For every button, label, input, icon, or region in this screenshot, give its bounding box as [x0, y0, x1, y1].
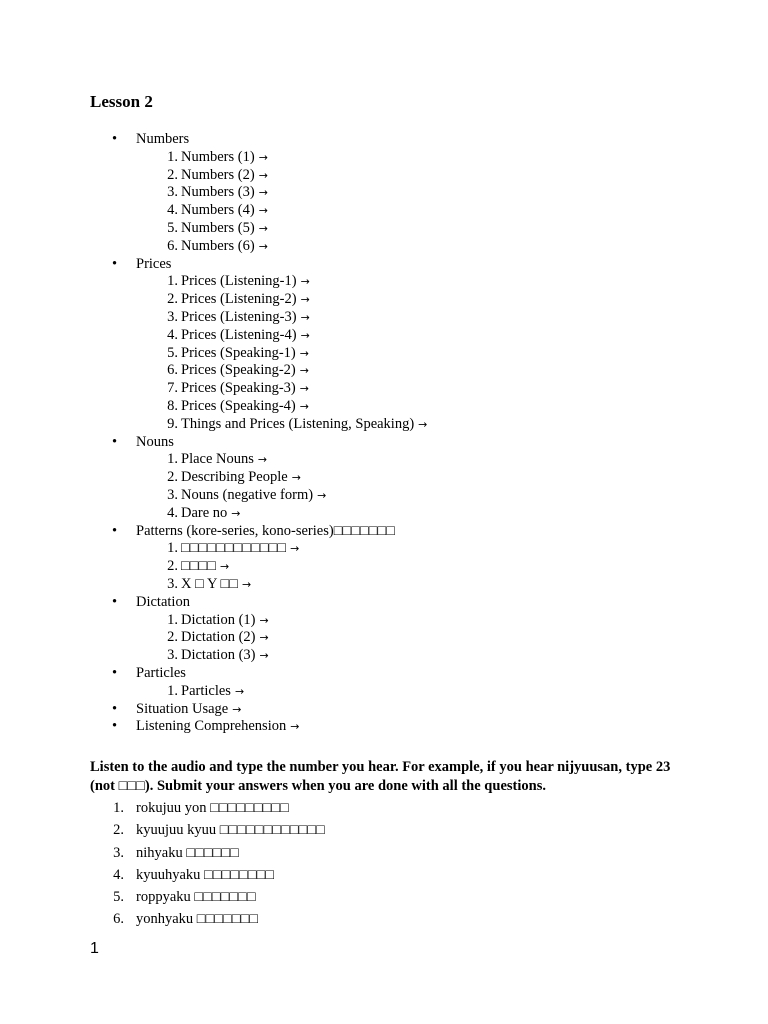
arrow-right-icon[interactable]: →	[317, 488, 327, 502]
arrow-right-icon[interactable]: →	[291, 471, 301, 485]
item-number: 1.	[167, 540, 178, 557]
sub-item-link[interactable]	[112, 505, 712, 523]
question-item	[112, 886, 325, 908]
arrow-right-icon[interactable]: →	[299, 399, 309, 413]
section-label: Patterns (kore-series, kono-series)□□□□□□□	[136, 522, 396, 539]
arrow-right-icon[interactable]: →	[299, 364, 309, 378]
sub-item-label[interactable]: Prices (Speaking-1)	[181, 344, 296, 361]
sub-item-label[interactable]: Prices (Listening-1)	[181, 273, 297, 290]
outline-section	[112, 665, 712, 701]
sub-list	[112, 273, 712, 433]
sub-item-link[interactable]	[112, 416, 712, 434]
question-item	[112, 819, 325, 841]
lesson-title: Lesson 2	[90, 92, 153, 111]
sub-item-link[interactable]	[112, 612, 712, 630]
item-number: 3.	[167, 575, 178, 592]
item-number: 4.	[167, 504, 178, 521]
item-number: 2.	[167, 629, 178, 646]
question-number: 3.	[113, 844, 124, 861]
question-text: kyuujuu kyuu □□□□□□□□□□□□	[136, 822, 325, 839]
bullet-icon: •	[112, 433, 118, 450]
item-number: 4.	[167, 326, 178, 343]
question-item	[112, 864, 325, 886]
item-number: 2.	[167, 166, 178, 183]
arrow-right-icon[interactable]: →	[299, 346, 309, 360]
arrow-right-icon[interactable]: →	[300, 310, 310, 324]
arrow-right-icon[interactable]: →	[290, 720, 300, 734]
item-number: 9.	[167, 415, 178, 432]
sub-item-label[interactable]: X □ Y □□	[181, 575, 239, 592]
item-number: 2.	[167, 469, 178, 486]
outline-section	[112, 594, 712, 665]
arrow-right-icon[interactable]: →	[232, 702, 242, 716]
question-item	[112, 842, 325, 864]
sub-item-link[interactable]	[112, 683, 712, 701]
arrow-right-icon[interactable]: →	[257, 453, 268, 467]
arrow-right-icon[interactable]: →	[242, 577, 252, 591]
arrow-right-icon[interactable]: →	[234, 684, 245, 698]
sub-item-link[interactable]	[112, 540, 712, 558]
arrow-right-icon[interactable]: →	[231, 506, 241, 520]
sub-item-label[interactable]: Describing People	[181, 469, 288, 486]
sub-item-label[interactable]: Dictation (3)	[181, 647, 256, 664]
arrow-right-icon[interactable]: →	[259, 613, 269, 627]
question-number: 6.	[113, 911, 124, 928]
sub-list	[112, 149, 712, 256]
sub-item-link[interactable]	[112, 398, 712, 416]
sub-item-label[interactable]: Prices (Listening-4)	[181, 326, 297, 343]
sub-item-label[interactable]: Prices (Speaking-4)	[181, 397, 296, 414]
arrow-right-icon[interactable]: →	[299, 382, 309, 396]
question-text: kyuuhyaku □□□□□□□□	[136, 866, 275, 883]
sub-item-label[interactable]: Numbers (3)	[181, 184, 255, 201]
item-number: 8.	[167, 397, 178, 414]
sub-item-link[interactable]	[112, 451, 712, 469]
sub-item-link[interactable]	[112, 309, 712, 327]
question-text: yonhyaku □□□□□□□	[136, 911, 259, 928]
sub-item-label[interactable]: Nouns (negative form)	[181, 486, 314, 503]
sub-item-label[interactable]: Things and Prices (Listening, Speaking)	[181, 415, 415, 432]
item-number: 1.	[167, 611, 178, 628]
item-number: 7.	[167, 380, 178, 397]
sub-item-label[interactable]: Prices (Speaking-3)	[181, 380, 296, 397]
outline-section	[112, 131, 712, 256]
item-number: 1.	[167, 148, 178, 165]
question-number: 5.	[113, 889, 124, 906]
bullet-icon: •	[112, 131, 118, 147]
sub-item-label[interactable]: Particles	[181, 682, 231, 699]
sub-item-label[interactable]: Prices (Listening-3)	[181, 308, 297, 325]
sub-item-link[interactable]	[112, 273, 712, 291]
sub-item-label[interactable]: Dictation (2)	[181, 629, 256, 646]
sub-item-link[interactable]	[112, 362, 712, 380]
question-text: roppyaku □□□□□□□	[136, 889, 256, 906]
arrow-right-icon[interactable]: →	[259, 631, 269, 645]
sub-item-link[interactable]	[112, 238, 712, 256]
section-label: Nouns	[136, 433, 174, 450]
lesson-outline	[112, 131, 712, 736]
item-number: 3.	[167, 184, 178, 201]
arrow-right-icon[interactable]: →	[300, 328, 310, 342]
arrow-right-icon[interactable]: →	[258, 239, 268, 253]
question-number: 4.	[113, 866, 124, 883]
sub-item-link[interactable]	[112, 149, 712, 167]
sub-item-link[interactable]	[112, 202, 712, 220]
bullet-icon: •	[112, 664, 118, 681]
item-number: 3.	[167, 486, 178, 503]
sub-item-link[interactable]	[112, 558, 712, 576]
sub-list	[112, 451, 712, 522]
exercise-instructions: Listen to the audio and type the number you hear. For example, if you hear nijyuusan, type 23 (not □□□). Submit your answers when you are done with all the questions.	[90, 759, 671, 794]
item-number: 3.	[167, 647, 178, 664]
outline-section	[112, 256, 712, 434]
sub-item-label[interactable]: □□□□□□□□□□□□	[181, 540, 287, 557]
sub-item-label[interactable]: Place Nouns	[181, 451, 254, 468]
sub-item-link[interactable]	[112, 167, 712, 185]
sub-list	[112, 540, 712, 593]
arrow-right-icon[interactable]: →	[220, 560, 230, 574]
arrow-right-icon[interactable]: →	[258, 204, 268, 218]
item-number: 3.	[167, 308, 178, 325]
question-item	[112, 908, 325, 930]
question-number: 1.	[113, 800, 124, 816]
bullet-icon: •	[112, 522, 118, 539]
item-number: 2.	[167, 291, 178, 308]
question-text: nihyaku □□□□□□	[136, 844, 239, 861]
question-text: rokujuu yon □□□□□□□□□	[136, 800, 289, 816]
section-label: Listening Comprehension	[136, 718, 287, 735]
item-number: 1.	[167, 451, 178, 468]
arrow-right-icon[interactable]: →	[258, 221, 268, 235]
sub-item-label[interactable]: Numbers (4)	[181, 202, 255, 219]
sub-item-label[interactable]: Numbers (1)	[181, 148, 255, 165]
item-number: 1.	[167, 682, 178, 699]
sub-item-link[interactable]	[112, 576, 712, 594]
arrow-right-icon[interactable]: →	[300, 293, 310, 307]
sub-item-label[interactable]: Dictation (1)	[181, 611, 256, 628]
bullet-icon: •	[112, 593, 118, 610]
item-number: 4.	[167, 202, 178, 219]
outline-section	[112, 523, 712, 594]
sub-list	[112, 612, 712, 665]
section-label: Particles	[136, 664, 186, 681]
item-number: 6.	[167, 237, 178, 254]
bullet-icon: •	[112, 718, 118, 735]
sub-item-label[interactable]: Numbers (5)	[181, 219, 255, 236]
arrow-right-icon[interactable]: →	[258, 168, 268, 182]
sub-item-label[interactable]: Prices (Speaking-2)	[181, 362, 296, 379]
sub-item-link[interactable]	[112, 469, 712, 487]
sub-item-link[interactable]	[112, 291, 712, 309]
outline-section	[112, 718, 712, 736]
item-number: 1.	[167, 273, 178, 290]
section-label: Numbers	[136, 131, 190, 147]
sub-item-link[interactable]	[112, 487, 712, 505]
item-number: 5.	[167, 344, 178, 361]
question-number: 2.	[113, 822, 124, 839]
outline-section	[112, 701, 712, 719]
bullet-icon: •	[112, 700, 118, 717]
arrow-right-icon[interactable]: →	[259, 649, 269, 663]
arrow-right-icon[interactable]: →	[290, 542, 300, 556]
sub-list	[112, 683, 712, 701]
sub-item-link[interactable]	[112, 629, 712, 647]
outline-section	[112, 434, 712, 523]
item-number: 2.	[167, 558, 178, 575]
sub-item-link[interactable]	[112, 184, 712, 202]
section-label: Situation Usage	[136, 700, 229, 717]
sub-item-link[interactable]	[112, 345, 712, 363]
page-number: 1	[90, 940, 99, 957]
arrow-right-icon[interactable]: →	[300, 275, 310, 289]
arrow-right-icon[interactable]: →	[258, 150, 268, 164]
sub-item-link[interactable]	[112, 380, 712, 398]
sub-item-label[interactable]: □□□□	[181, 558, 217, 575]
item-number: 5.	[167, 219, 178, 236]
sub-item-label[interactable]: Prices (Listening-2)	[181, 291, 297, 308]
sub-item-link[interactable]	[112, 327, 712, 345]
question-item	[112, 797, 325, 819]
sub-item-label[interactable]: Dare no	[181, 504, 228, 521]
sub-item-label[interactable]: Numbers (2)	[181, 166, 255, 183]
sub-item-link[interactable]	[112, 220, 712, 238]
section-label: Prices	[136, 255, 172, 272]
sub-item-label[interactable]: Numbers (6)	[181, 237, 255, 254]
arrow-right-icon[interactable]: →	[418, 417, 428, 431]
question-list	[112, 797, 325, 931]
bullet-icon: •	[112, 255, 118, 272]
item-number: 6.	[167, 362, 178, 379]
sub-item-link[interactable]	[112, 647, 712, 665]
arrow-right-icon[interactable]: →	[258, 186, 268, 200]
section-label: Dictation	[136, 593, 190, 610]
